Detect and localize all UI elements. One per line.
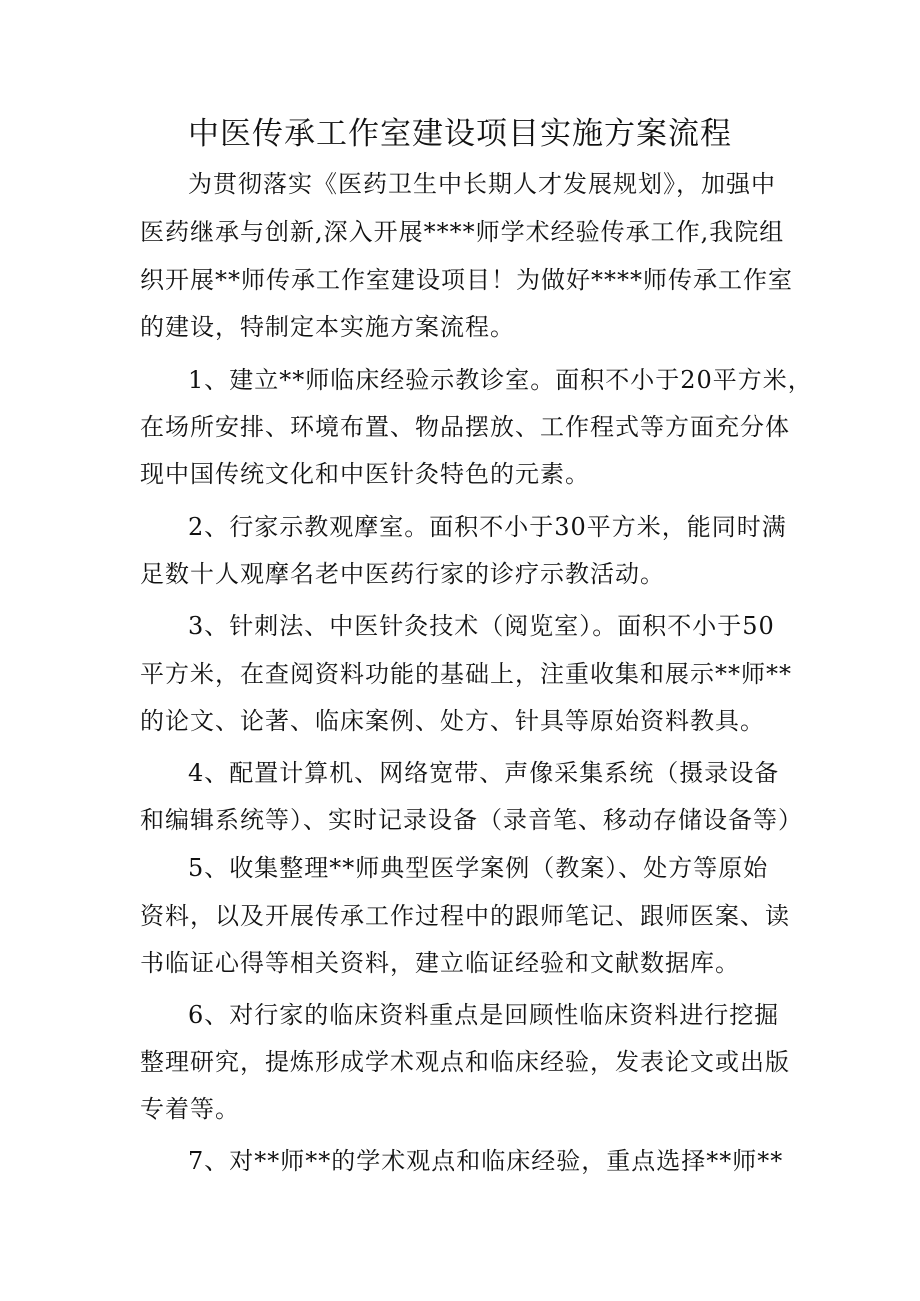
item-6-line-2: 整理研究，提炼形成学术观点和临床经验，发表论文或出版 [140,1048,790,1076]
intro-line-4: 的建设，特制定本实施方案流程。 [140,313,515,341]
item-3-line-3: 的论文、论著、临床案例、处方、针具等原始资料教具。 [140,707,765,735]
item-2-line-2: 足数十人观摩名老中医药行家的诊疗示教活动。 [140,560,665,588]
item-3-line-1: 3、针刺法、中医针灸技术（阅览室）。面积不小于50 [188,612,775,640]
item-4-line-1: 4、配置计算机、网络宽带、声像采集系统（摄录设备 [188,759,780,787]
intro-line-3: 织开展**师传承工作室建设项目！为做好****师传承工作室 [140,266,793,294]
document-title: 中医传承工作室建设项目实施方案流程 [188,116,732,152]
item-1-line-3: 现中国传统文化和中医针灸特色的元素。 [140,460,590,488]
item-2-line-1: 2、行家示教观摩室。面积不小于30平方米，能同时满 [188,513,787,541]
item-5-line-3: 书临证心得等相关资料，建立临证经验和文献数据库。 [140,949,740,977]
item-7-line-1: 7、对**师**的学术观点和临床经验，重点选择**师** [188,1147,784,1175]
item-3-line-2: 平方米，在查阅资料功能的基础上，注重收集和展示**师** [140,660,792,688]
item-5-line-1: 5、收集整理**师典型医学案例（教案）、处方等原始 [188,854,769,882]
item-1-line-2: 在场所安排、环境布置、物品摆放、工作程式等方面充分体 [140,413,790,441]
item-4-line-2: 和编辑系统等）、实时记录设备（录音笔、移动存储设备等） [140,806,803,834]
item-1-line-1: 1、建立**师临床经验示教诊室。面积不小于20平方米， [188,366,813,394]
intro-line-1: 为贯彻落实《医药卫生中长期人才发展规划》，加强中 [188,170,776,198]
intro-line-2: 医药继承与创新,深入开展****师学术经验传承工作,我院组 [140,218,785,246]
item-5-line-2: 资料，以及开展传承工作过程中的跟师笔记、跟师医案、读 [140,902,790,930]
item-6-line-3: 专着等。 [140,1095,240,1123]
item-6-line-1: 6、对行家的临床资料重点是回顾性临床资料进行挖掘 [188,1001,780,1029]
